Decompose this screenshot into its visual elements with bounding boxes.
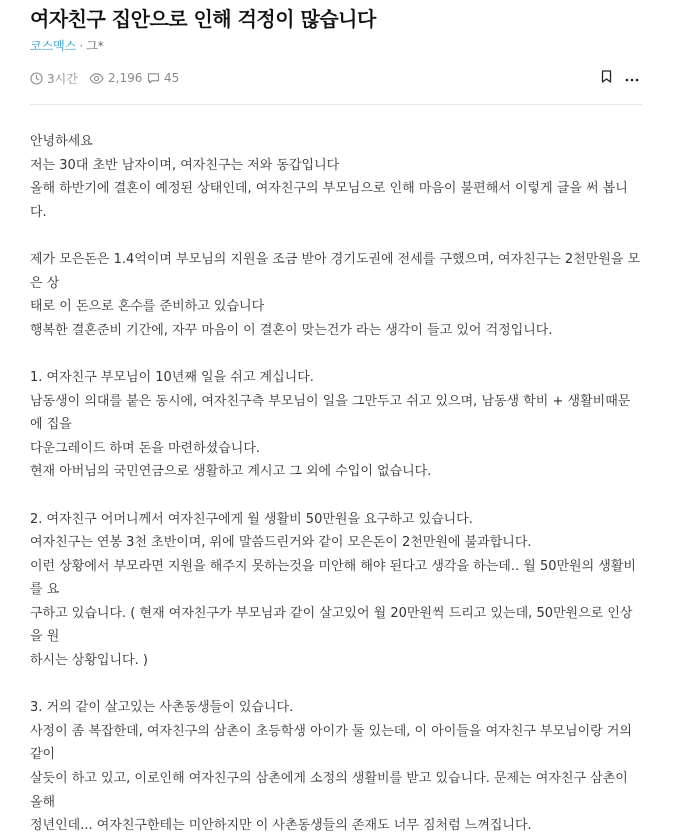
- post-meta: [30, 68, 642, 88]
- company-name[interactable]: 코스맥스: [30, 39, 77, 53]
- eye-icon: [89, 72, 104, 85]
- more-dots-icon: [625, 71, 639, 85]
- body-paragraph-intro: 안녕하세요 저는 30대 초반 남자이며, 여자친구는 저와 동갑입니다 올해 하반기에 결혼이 예정된 상태인데, 여자친구의 부모님으로 인해 마음이 불편해서 이렇게 글을 써 봅니다.: [30, 134, 628, 220]
- body-paragraph-point-1: 1. 여자친구 부모님이 10년째 일을 쉬고 계십니다. 남동생이 의대를 붙은 동시에, 여자친구측 부모님이 일을 그만두고 쉬고 있으며, 남동생 학비 + 생활비때문에 집을 다운그레이드 하며 돈을 마련하셨습니다. 현재 아버님의 국민연금으로 생활하고 계시고 그 외에 수입이 없습니다.: [30, 369, 631, 480]
- time-meta: [30, 68, 78, 88]
- post-body: [30, 130, 642, 838]
- speech-bubble-icon: [147, 72, 160, 85]
- view-count: 2,196: [108, 71, 143, 85]
- paragraph-spacer: [30, 673, 642, 697]
- post-title: 여자친구 집안으로 인해 걱정이 많습니다: [30, 7, 376, 31]
- header-divider: [30, 104, 642, 105]
- paragraph-spacer: [30, 484, 642, 508]
- bookmark-icon: [601, 70, 612, 86]
- author-name: 그*: [86, 39, 104, 53]
- clock-icon: [30, 72, 43, 85]
- separator: ·: [79, 39, 84, 53]
- post-time: 3시간: [47, 71, 78, 86]
- bookmark-button[interactable]: [596, 68, 616, 88]
- more-options-button[interactable]: [622, 68, 642, 88]
- comment-count: 45: [164, 71, 180, 85]
- paragraph-spacer: [30, 342, 642, 366]
- body-paragraph-point-3: 3. 거의 같이 살고있는 사촌동생들이 있습니다. 사정이 좀 복잡한데, 여자친구의 삼촌이 초등학생 아이가 둘 있는데, 이 아이들을 여자친구 부모님이랑 거의 같이 살듯이 하고 있고, 이로인해 여자친구의 삼촌에게 소정의 생활비를 받고 있습니다. 문제는 여자친구 삼촌이 올해 정년인데... 여자친구한테는 미안하지만 이 사촌동생들의 존재도 너무 짐처럼 느껴집니다.: [30, 700, 632, 834]
- comments-meta[interactable]: [147, 68, 179, 88]
- body-paragraph-finances: 제가 모은돈은 1.4억이며 부모님의 지원을 조금 받아 경기도권에 전세를 구했으며, 여자친구는 2천만원을 모은 상 태로 이 돈으로 혼수를 준비하고 있습니다 행복한 결혼준비 기간에, 자꾸 마음이 이 결혼이 맞는건가 라는 생각이 들고 있어 걱정입니다.: [30, 251, 641, 338]
- views-meta: [89, 68, 142, 88]
- paragraph-spacer: [30, 224, 642, 248]
- body-paragraph-point-2: 2. 여자친구 어머니께서 여자친구에게 월 생활비 50만원을 요구하고 있습니다. 여자친구는 연봉 3천 초반이며, 위에 말씀드린거와 같이 모은돈이 2천만원에 불과합니다. 이런 상황에서 부모라면 지원을 해주지 못하는것을 미안해 해야 된다고 생각을 하는데.. 월 50만원의 생활비를 요 구하고 있습니다. ( 현재 여자친구가 부모님과 같이 살고있어 월 20만원씩 드리고 있는데, 50만원으로 인상을 원 하시는 상황입니다. ): [30, 511, 636, 669]
- author-info: [30, 38, 104, 54]
